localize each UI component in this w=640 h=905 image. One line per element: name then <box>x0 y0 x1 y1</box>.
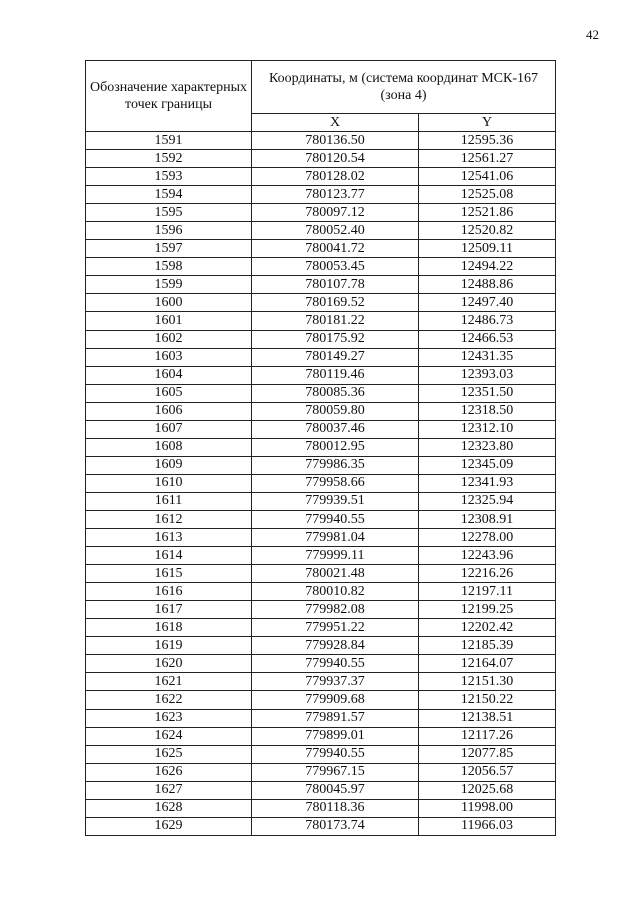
cell-point-id: 1601 <box>86 312 252 330</box>
cell-x: 780128.02 <box>252 168 419 186</box>
cell-x: 779967.15 <box>252 763 419 781</box>
cell-y: 12216.26 <box>419 565 556 583</box>
cell-point-id: 1609 <box>86 456 252 474</box>
table-row <box>86 132 556 150</box>
cell-point-id: 1619 <box>86 637 252 655</box>
table-row <box>86 330 556 348</box>
table-body <box>86 132 556 836</box>
cell-y: 12150.22 <box>419 691 556 709</box>
cell-point-id: 1595 <box>86 204 252 222</box>
table-row <box>86 258 556 276</box>
cell-y: 12393.03 <box>419 366 556 384</box>
cell-point-id: 1594 <box>86 186 252 204</box>
cell-x: 779958.66 <box>252 474 419 492</box>
table-row <box>86 312 556 330</box>
cell-y: 12520.82 <box>419 222 556 240</box>
cell-point-id: 1606 <box>86 402 252 420</box>
cell-y: 12325.94 <box>419 492 556 510</box>
cell-y: 12323.80 <box>419 438 556 456</box>
cell-point-id: 1628 <box>86 799 252 817</box>
cell-y: 12345.09 <box>419 456 556 474</box>
table-header <box>86 61 556 132</box>
table-row <box>86 204 556 222</box>
cell-point-id: 1626 <box>86 763 252 781</box>
table-row <box>86 276 556 294</box>
page-number: 42 <box>586 27 599 42</box>
table-row <box>86 186 556 204</box>
cell-point-id: 1629 <box>86 817 252 835</box>
cell-point-id: 1596 <box>86 222 252 240</box>
table-row <box>86 222 556 240</box>
cell-y: 12595.36 <box>419 132 556 150</box>
cell-y: 12466.53 <box>419 330 556 348</box>
cell-y: 12197.11 <box>419 583 556 601</box>
cell-x: 780181.22 <box>252 312 419 330</box>
cell-y: 12077.85 <box>419 745 556 763</box>
table-row <box>86 510 556 528</box>
cell-y: 12117.26 <box>419 727 556 745</box>
cell-y: 12138.51 <box>419 709 556 727</box>
table-row <box>86 583 556 601</box>
table-row <box>86 655 556 673</box>
cell-y: 12341.93 <box>419 474 556 492</box>
cell-x: 780173.74 <box>252 817 419 835</box>
cell-x: 780052.40 <box>252 222 419 240</box>
cell-point-id: 1620 <box>86 655 252 673</box>
cell-x: 780010.82 <box>252 583 419 601</box>
coordinates-table <box>85 60 556 836</box>
header-coordinates: Координаты, м (система координат МСК-167 (зона 4) <box>252 61 556 114</box>
table-row <box>86 474 556 492</box>
cell-x: 780169.52 <box>252 294 419 312</box>
table-row <box>86 547 556 565</box>
cell-point-id: 1604 <box>86 366 252 384</box>
cell-point-id: 1612 <box>86 510 252 528</box>
cell-y: 12525.08 <box>419 186 556 204</box>
cell-y: 12199.25 <box>419 601 556 619</box>
cell-x: 779939.51 <box>252 492 419 510</box>
table-row <box>86 240 556 258</box>
cell-x: 780037.46 <box>252 420 419 438</box>
cell-y: 12351.50 <box>419 384 556 402</box>
cell-y: 12521.86 <box>419 204 556 222</box>
cell-point-id: 1592 <box>86 150 252 168</box>
cell-point-id: 1600 <box>86 294 252 312</box>
cell-x: 780059.80 <box>252 402 419 420</box>
cell-point-id: 1599 <box>86 276 252 294</box>
cell-x: 780097.12 <box>252 204 419 222</box>
cell-y: 11998.00 <box>419 799 556 817</box>
cell-x: 779940.55 <box>252 655 419 673</box>
table-row <box>86 150 556 168</box>
table-row <box>86 745 556 763</box>
cell-point-id: 1617 <box>86 601 252 619</box>
cell-y: 12486.73 <box>419 312 556 330</box>
table-row <box>86 168 556 186</box>
table-row <box>86 727 556 745</box>
header-points: Обозначение характерных точек границы <box>86 61 252 132</box>
cell-y: 11966.03 <box>419 817 556 835</box>
cell-y: 12151.30 <box>419 673 556 691</box>
cell-y: 12164.07 <box>419 655 556 673</box>
cell-y: 12494.22 <box>419 258 556 276</box>
cell-x: 779937.37 <box>252 673 419 691</box>
header-x: X <box>252 114 419 132</box>
cell-point-id: 1597 <box>86 240 252 258</box>
cell-y: 12318.50 <box>419 402 556 420</box>
cell-y: 12541.06 <box>419 168 556 186</box>
cell-x: 779940.55 <box>252 510 419 528</box>
table-row <box>86 366 556 384</box>
cell-point-id: 1610 <box>86 474 252 492</box>
cell-x: 780136.50 <box>252 132 419 150</box>
table-row <box>86 763 556 781</box>
cell-point-id: 1616 <box>86 583 252 601</box>
cell-x: 780041.72 <box>252 240 419 258</box>
cell-point-id: 1611 <box>86 492 252 510</box>
cell-point-id: 1622 <box>86 691 252 709</box>
table-row <box>86 799 556 817</box>
cell-x: 780118.36 <box>252 799 419 817</box>
cell-y: 12025.68 <box>419 781 556 799</box>
cell-x: 780149.27 <box>252 348 419 366</box>
cell-y: 12202.42 <box>419 619 556 637</box>
cell-point-id: 1605 <box>86 384 252 402</box>
cell-point-id: 1614 <box>86 547 252 565</box>
table-row <box>86 420 556 438</box>
cell-point-id: 1627 <box>86 781 252 799</box>
table-row <box>86 601 556 619</box>
cell-x: 779982.08 <box>252 601 419 619</box>
cell-point-id: 1591 <box>86 132 252 150</box>
cell-x: 779981.04 <box>252 529 419 547</box>
cell-y: 12561.27 <box>419 150 556 168</box>
cell-x: 779999.11 <box>252 547 419 565</box>
cell-point-id: 1593 <box>86 168 252 186</box>
cell-x: 780120.54 <box>252 150 419 168</box>
cell-x: 780045.97 <box>252 781 419 799</box>
cell-y: 12185.39 <box>419 637 556 655</box>
table-row <box>86 384 556 402</box>
cell-point-id: 1607 <box>86 420 252 438</box>
cell-y: 12509.11 <box>419 240 556 258</box>
table-row <box>86 781 556 799</box>
cell-x: 779940.55 <box>252 745 419 763</box>
cell-x: 780053.45 <box>252 258 419 276</box>
cell-y: 12243.96 <box>419 547 556 565</box>
header-y: Y <box>419 114 556 132</box>
cell-point-id: 1625 <box>86 745 252 763</box>
cell-x: 780085.36 <box>252 384 419 402</box>
cell-y: 12278.00 <box>419 529 556 547</box>
cell-point-id: 1615 <box>86 565 252 583</box>
table-row <box>86 529 556 547</box>
table-row <box>86 565 556 583</box>
cell-x: 779899.01 <box>252 727 419 745</box>
table-row <box>86 294 556 312</box>
cell-x: 780175.92 <box>252 330 419 348</box>
cell-point-id: 1618 <box>86 619 252 637</box>
cell-x: 779909.68 <box>252 691 419 709</box>
cell-x: 780012.95 <box>252 438 419 456</box>
table-row <box>86 709 556 727</box>
cell-point-id: 1598 <box>86 258 252 276</box>
cell-x: 779951.22 <box>252 619 419 637</box>
cell-point-id: 1621 <box>86 673 252 691</box>
table-row <box>86 456 556 474</box>
table-row <box>86 402 556 420</box>
cell-point-id: 1602 <box>86 330 252 348</box>
cell-y: 12312.10 <box>419 420 556 438</box>
cell-point-id: 1624 <box>86 727 252 745</box>
table-row <box>86 619 556 637</box>
table-row <box>86 637 556 655</box>
table-row <box>86 492 556 510</box>
table-row <box>86 817 556 835</box>
cell-y: 12488.86 <box>419 276 556 294</box>
cell-point-id: 1623 <box>86 709 252 727</box>
cell-x: 780119.46 <box>252 366 419 384</box>
cell-x: 780021.48 <box>252 565 419 583</box>
cell-y: 12497.40 <box>419 294 556 312</box>
cell-x: 779891.57 <box>252 709 419 727</box>
cell-x: 779986.35 <box>252 456 419 474</box>
cell-y: 12308.91 <box>419 510 556 528</box>
table-row <box>86 348 556 366</box>
cell-y: 12431.35 <box>419 348 556 366</box>
cell-point-id: 1603 <box>86 348 252 366</box>
table-row <box>86 673 556 691</box>
cell-point-id: 1613 <box>86 529 252 547</box>
table-row <box>86 438 556 456</box>
table-row <box>86 691 556 709</box>
cell-x: 780107.78 <box>252 276 419 294</box>
cell-x: 779928.84 <box>252 637 419 655</box>
cell-point-id: 1608 <box>86 438 252 456</box>
cell-y: 12056.57 <box>419 763 556 781</box>
cell-x: 780123.77 <box>252 186 419 204</box>
